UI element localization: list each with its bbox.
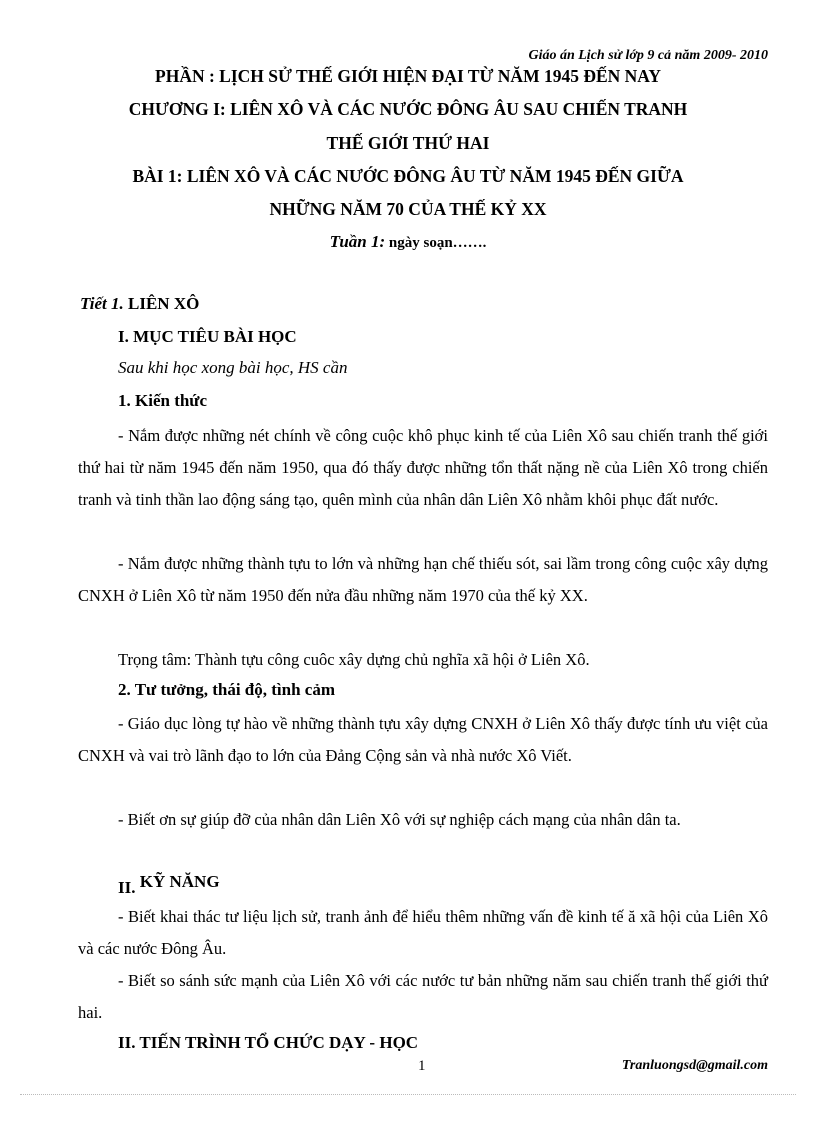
section2-heading-text: KỸ NĂNG [135, 872, 220, 891]
document-header-note: Giáo án Lịch sử lớp 9 cả năm 2009- 2010 [528, 48, 768, 63]
knowledge-paragraph-2: - Nắm được những thành tựu to lớn và những hạn chế thiếu sót, sai lầm trong công cuộc xây dựng CNXH ở Liên Xô từ năm 1950 đến nửa đầu những năm 1970 của thế kỷ XX. [78, 554, 768, 605]
attitude-paragraph-1: - Giáo dục lòng tự hào về những thành tựu xây dựng CNXH ở Liên Xô thấy được tính ưu việt của CNXH và vai trò lãnh đạo to lớn của Đảng Cộng sản và nhà nước Xô Viết. [78, 714, 768, 765]
attitude-paragraph-2: - Biết ơn sự giúp đỡ của nhân dân Liên Xô với sự nghiệp cách mạng của nhân dân ta. [118, 810, 681, 829]
section2-heading [118, 872, 220, 897]
lesson-title-line1: BÀI 1: LIÊN XÔ VÀ CÁC NƯỚC ĐÔNG ÂU TỪ NĂM 1945 ĐẾN GIỮA [132, 166, 684, 186]
week-label: Tuần 1: [329, 232, 386, 251]
focus-line: Trọng tâm: Thành tựu công cuôc xây dựng chủ nghĩa xã hội ở Liên Xô. [118, 650, 590, 669]
knowledge-heading: 1. Kiến thức [118, 391, 208, 410]
week-text: ngày soạn……. [385, 235, 487, 251]
week-line [0, 232, 816, 252]
section2-heading-num: II. [118, 878, 136, 897]
attitude-heading: 2. Tư tưởng, thái độ, tình cảm [118, 680, 336, 699]
period-heading [80, 294, 199, 314]
skills-paragraph-1: - Biết khai thác tư liệu lịch sử, tranh ảnh để hiểu thêm những vấn đề kinh tế ă xã hội của Liên Xô và các nước Đông Âu. [78, 907, 768, 958]
page-number: 1 [418, 1058, 426, 1074]
page-bottom-border [20, 1094, 796, 1095]
knowledge-paragraph-1: - Nắm được những nét chính về công cuộc khô phục kinh tế của Liên Xô sau chiến tranh thế giới thứ hai từ năm 1945 đến năm 1950, qua đó thấy được những tổn thất nặng nề của Liên Xô trong chiến tranh và tinh thần lao động sáng tạo, quên mình của nhân dân Liên Xô nhằm khôi phục đất nước. [78, 426, 768, 509]
period-label: Tiết 1. [80, 294, 124, 313]
lesson-title-line2: NHỮNG NĂM 70 CỦA THẾ KỶ XX [269, 199, 547, 219]
section1-heading: I. MỤC TIÊU BÀI HỌC [118, 327, 297, 346]
chapter-title-line2: THẾ GIỚI THỨ HAI [326, 133, 490, 153]
skills-paragraph-2: - Biết so sánh sức mạnh của Liên Xô với các nước tư bản những năm sau chiến tranh thế giới thứ hai. [78, 971, 768, 1022]
period-title: LIÊN XÔ [123, 294, 200, 313]
section1-intro: Sau khi học xong bài học, HS cần [118, 358, 348, 377]
section3-heading: II. TIẾN TRÌNH TỔ CHỨC DẠY - HỌC [118, 1033, 419, 1052]
part-title: PHẦN : LỊCH SỬ THẾ GIỚI HIỆN ĐẠI TỪ NĂM 1945 ĐẾN NAY [155, 66, 661, 86]
chapter-title-line1: CHƯƠNG I: LIÊN XÔ VÀ CÁC NƯỚC ĐÔNG ÂU SAU CHIẾN TRANH [128, 99, 688, 119]
footer-email: Tranluongsd@gmail.com [621, 1058, 768, 1073]
